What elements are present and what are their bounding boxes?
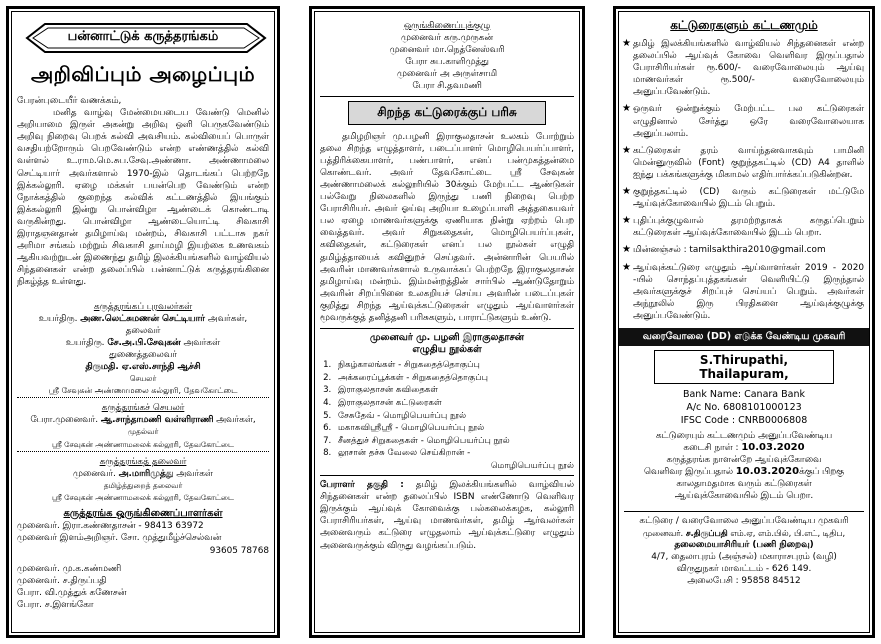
patron-1: உயர்திரு. அண.லெட்சுமணன் செட்டியார் அவர்கள்,	[38, 313, 248, 324]
books-subheading: எழுதிய நூல்கள்	[412, 344, 482, 356]
star-icon: ★	[622, 244, 631, 256]
account-number: A/c No. 6808101000123	[686, 401, 802, 413]
deadline-intro: கட்டுரையும் கட்டணமும் அனுப்பவேண்டிய	[655, 430, 833, 441]
deadline: கடைசி நாள் : 10.03.2020	[683, 442, 805, 454]
list-item: 4. இராகுலதாசன் கட்டுரைகள்	[334, 397, 574, 410]
list-item: 7. சீனத்துச் சிறுகதைகள் - மொழிபெயர்ப்பு நூல்	[334, 435, 574, 448]
list-item: ★ ஒருவர் ஒன்றுக்கும் மேற்பட்ட பல கட்டுரைகள் எழுதினால் சேர்த்து ஒரே வரைவோலையாக அனுப்பலாம்.	[622, 103, 864, 139]
list-item: 3. இராகுலதாசன் கவிதைகள்	[334, 384, 574, 397]
patron-1-title: தலைவர்	[125, 325, 161, 336]
list-item: 8. லூசான் தச்சு வேலை செய்கிறான் -	[334, 447, 574, 460]
email-item: ★ மின்னஞ்சல் : tamilsakthira2010@gmail.com	[622, 244, 826, 256]
address-heading: கட்டுரை / வரைவோலை அனுப்பவேண்டிய முகவரி	[639, 515, 849, 526]
ifsc-code: IFSC Code : CNRB0006808	[680, 414, 808, 426]
star-icon: ★	[622, 38, 631, 49]
committee-member: பேரா சுப.காளிமுத்து	[405, 57, 489, 68]
address-phone: அலைபேசி : 95858 84512	[687, 576, 801, 586]
star-icon: ★	[622, 261, 631, 273]
organiser-1: முனைவர். இரா.கண்ணதாசன் - 98413 63972	[17, 521, 204, 532]
star-icon: ★	[622, 215, 631, 227]
list-item: ★ ஆய்வுக்கட்டுரை எழுதும் ஆய்வாளர்கள் 2019 - 2020 -யில் சொந்தப்புத்தகங்கள் வெளியிட்டு இருந்தால் அவர்களுக்குச் சிறப்புச் செய்யப் பெறும். அவர்கள் அந்நூலில் இரு பிரதிகளை ஆய்வுக்குழுக்கு அனுப்பவேண்டும்.	[622, 261, 864, 321]
release-line-4: ஆய்வுக்கோவையில் இடம் பெறா.	[674, 491, 814, 502]
head-heading: கருத்தரங்கத் தலைவர்	[99, 456, 187, 467]
organiser-4: முனைவர். ச.திருப்பதி	[17, 575, 107, 586]
divider	[624, 511, 864, 512]
address-role: தலைமையாசிரியர் (பணி நிறைவு)	[674, 539, 814, 550]
college-line-3: ஸ்ரீ சேவுகன் அண்ணாமலைக் கல்லூரி, தேவகோட்டை	[52, 492, 234, 502]
list-item: ★ குறுந்தகட்டில் (CD) வரும் கட்டுரைகள் மட்டுமே ஆய்வுக்கோவையில் இடம் பெறும்.	[622, 186, 864, 210]
patron-2: உயர்திரு. சே.அ.பி.சேவுகன் அவர்கள்	[65, 337, 221, 348]
patron-3-title: செயலர்	[129, 374, 157, 384]
committee-heading: ஒருங்கிணைப்புக்குழு	[403, 21, 491, 31]
patron-3: திருமதி. ஏ.எஸ்.சாந்தி ஆச்சி	[85, 361, 201, 372]
committee-member: பேரா சி.தவமணி	[412, 81, 482, 92]
list-item: ★ கட்டுரைகள் தரம் வாய்ந்தனவாகவும் பாமினி மென்னுருவில் (Font) குறுந்தகட்டில் (CD) A4 தாளில் ஐந்து பக்கங்களுக்கு மிகாமல் எதிர்பார்க்கப்படுகின்றன.	[622, 144, 864, 180]
organisers-heading: கருத்தரங்க ஒருங்கிணைப்பாளர்கள்	[63, 508, 223, 519]
organiser-2-phone: 93605 78768	[209, 545, 269, 556]
committee-member: முனைவர் கரு.முருகன்	[401, 33, 493, 44]
star-icon: ★	[622, 144, 631, 156]
books-list	[320, 359, 574, 460]
bank-details	[624, 388, 864, 427]
convener: பேரா.முனைவர். ஆ.சாந்தாமணி வள்ளிராணி அவர்கள்,	[30, 415, 256, 426]
patrons-heading: கருத்தரங்கப் புரவலர்கள்	[93, 301, 193, 312]
list-item: 6. மகாகவிஸ்ரீஸ்ரீ - மொழிபெயர்ப்பு நூல்	[334, 422, 574, 435]
star-icon: ★	[622, 186, 631, 198]
list-item: 1. நிகழ்காலங்கள் - சிறுகதைத்தொகுப்பு	[334, 359, 574, 372]
left-panel	[6, 6, 280, 638]
committee-member: முனைவர் மா.நெத்னேஸ்வரி	[389, 45, 505, 56]
committee-member: முனைவர் அ அருள்சாமி	[397, 69, 497, 80]
organiser-3: முனைவர். மு.க.கண்மணி	[17, 563, 122, 574]
middle-panel	[309, 6, 585, 638]
address-street: 4/7, தைலாபுரம் (அஞ்சல்) மகாராசபுரம் (வழி)	[651, 551, 837, 562]
divider	[320, 96, 574, 97]
head-title: தமிழ்த்துறைத் தலைவர்	[103, 480, 183, 490]
prize-text: தமிழறிஞர் மு.பழனி இராகுலதாசன் உலகம் போற்றும் தலை சிறந்த எழுத்தாளர், படைப்பாளர் மொழிபெயர்ப்பாளர், பத்திரிக்கையாளர், பண்பாளர், எனப் பன்முகத்தன்மை கொண்டவர். அவர் தேவகோட்டை ஸ்ரீ சேவுகன் அண்ணாமலைக் கல்லூரியில் 30க்கும் மேற்பட்ட ஆண்டுகள் பல்வேறு நிலைகளில் இருந்து பணி நிறைவு பெற்ற பேராசிரியர். அவர் ஓய்வு அறியா உழைப்பாளி அத்தகையவர் பல ஏழை மாணவர்களுக்கு ஏணியாக நின்று ஏற்றம் பெற வைத்தவர். அவர் சிறுகதைகள், மொழிபெயர்ப்புகள், கவிதைகள், கட்டுரைகள் எனப் பல நூல்கள் எழுதி தமிழ்த்தாயைக் கவினுறச் செய்தவர். அன்னாரின் பெயரில் அவரின் மாணவர்களால் உருவாக்கப் பெற்றநே இராகுலதாசன் தமிழாய்வு மன்றம். இம்மன்றத்தின் சார்பில் ஆண்டுதோறும் அவரின் சிறப்பினை உலகறியச் செய்ய அவரின் படைப்புகள் குறித்து சிறந்த ஆய்வுக்கட்டுரைகள் எழுதும் ஆய்வாளர்கள் மூவருக்குத் தனித்தனி பரிசுகளும், பாராட்டுகளும் உண்டு.	[320, 131, 574, 323]
release-line-3: காலதாமதமாக வரும் கட்டுரைகள்	[676, 479, 812, 490]
eligibility-label: பேராளர் தகுதி :	[320, 480, 404, 491]
prize-title: சிறந்த கட்டுரைக்குப் பரிசு	[348, 101, 546, 125]
payee-name: S.Thirupathi, Thailapuram,	[654, 350, 834, 384]
books-heading: முனைவர் மு. பழனி இராகுலதாசன்	[370, 332, 524, 344]
intro-text: மனித வாழ்வு மேன்மையடைய வேண்டு மெனில் அறியாமை இருள் அகன்று அறிவு ஒளி பெருகவேண்டும் அறிவு நிறைவு பெறக் கல்வி அவசியம். கல்வியைப் பொருள் வசதியற்றோரும் பெறவேண்டும் என்ற எண்ணத்தில் கல்வி வள்ளல் உ.ராம.மெ.சுப.சேவு.அண்ணா. அண்ணாமலை செட்டியார் அவர்களால் 1970-இல் தொடங்கப் பெற்றநே இக்கல்லூரி. ஏழை மக்கள் பயன்பெற வேண்டும் என்ற நோக்கத்தில் குறைந்த கல்விக் கட்டணத்தில் இயங்கும் இக்கல்லூரி இன்று பொன்விழா ஆண்டைக் கொண்டாடி வருகின்றது. பொன்விழா ஆண்டையொட்டி சிவகாசி இராதஞனதான் தமிழாய்வு மன்றம், சிவகாசி பட்டாசு நகர் அரிமா சங்கம் மற்றும் சிவகாசி தாய்மழி இயற்கை உணவகம் ஆகியவற்றுடன் இணைந்து தமிழ் இலக்கியங்களில் வாழ்வியல் சிந்தனைகள் என்ற தலைப்பில் பன்னாட்டுக் கருத்தரங்கினை நிகழ்த்த உள்ளது.	[17, 108, 269, 288]
address-city: விருதுநகர் மாவட்டம் - 626 149.	[676, 563, 812, 574]
list-item: 5. சேசுதேவ் - மொழிபெயர்ப்பு நூல்	[334, 410, 574, 423]
seminar-head: முனைவர். அ.மாரிமுத்து அவர்கள்	[73, 468, 213, 479]
list-item: 2. அக்கரைப்பூக்கள் - சிறுகதைத்தொகுப்பு	[334, 372, 574, 385]
patron-2-title: துணைத்தலைவர்	[109, 349, 177, 360]
organiser-2: முனைவர் இளம்அறிஞர். சோ. முத்துமீழ்ச்செல்வன்	[17, 533, 222, 544]
eligibility-text: பேராளர் தகுதி : தமிழ் இலக்கியங்களில் வாழ்வியல் சிந்தனைகள் என்ற தலைப்பில் ISBN எண்ணோடு வெளிவர இருக்கும் ஆய்வுக் கோவைக்கு பல்கலைக்கழக, கல்லூரி பேராசிரியர்கள், ஆய்வு மாணவர்கள், தமிழ் ஆர்வலர்கள் அனைவரும் கட்டுரை எழுதலாம் ஆய்வுக்கட்டுரை எழுதும் அனைவருக்கும் விருது வழங்கப்படும்.	[320, 480, 574, 551]
greeting: பேரன்புடையீர் வணக்கம்,	[17, 96, 122, 106]
college-line: ஸ்ரீ சேவுகன் அண்ணாமலை கல்லூரி, தேவகோட்டை	[17, 385, 269, 398]
banner-text: பன்னாட்டுக் கருத்தரங்கம்	[67, 29, 219, 44]
right-panel	[613, 6, 875, 638]
convener-title: முதல்வர்	[127, 427, 159, 437]
address-name: முனைவர். ச.திருப்பதி எம்.ஏ, எம்.பில், பி.எட், டிதிப,	[642, 527, 846, 538]
release-line-1: கருத்தரங்க நாளன்றே ஆய்வுக்கோவை	[666, 455, 822, 466]
list-item: ★ புதிப்புக்குழுவால் தரமற்றதாகக் கருதப்பெறும் கட்டுரைகள் ஆய்வுக்கோவையில் இடம் பெறா.	[622, 215, 864, 239]
release-line-2: வெளிவர இருப்பதால் 10.03.2020க்குப் பிறகு	[644, 466, 844, 478]
bank-name: Bank Name: Canara Bank	[682, 388, 806, 400]
star-icon: ★	[622, 103, 631, 115]
banner	[23, 20, 263, 56]
organiser-6: பேரா. ச.இளங்கோ	[17, 600, 94, 611]
fees-heading: கட்டுரைகளும் கட்டணமும்	[670, 18, 818, 32]
books-last-cont: மொழிபெயர்ப்பு நூல்	[490, 461, 574, 471]
page-title: அறிவிப்பும் அழைப்பும்	[30, 62, 256, 86]
dd-heading: வரைவோலை (DD) எடுக்க வேண்டிய முகவரி	[618, 328, 870, 346]
college-line-2: ஸ்ரீ சேவுகன் அண்ணாமலைக் கல்லூரி, தேவகோட்டை	[17, 439, 269, 452]
divider	[320, 328, 574, 329]
convener-heading: கருத்தரங்கச் செயலர்	[101, 403, 185, 414]
organisers-list	[17, 520, 269, 611]
list-item: ★ தமிழ் இலக்கியங்களில் வாழ்வியல் சிந்தனைகள் என்ற தலைப்பில் ஆய்வுக் கோவை வெளிவர இருப்பதால் பேராசிரியர்கள் ரூ.600/- வரைவோலையும் ஆய்வு மாணவர்கள் ரூ.500/- வரைவோலையும் அனுப்பவேண்டும்.	[622, 38, 864, 98]
divider	[320, 475, 574, 476]
organiser-5: பேரா. வி.முத்துக் கணேசன்	[17, 588, 127, 599]
